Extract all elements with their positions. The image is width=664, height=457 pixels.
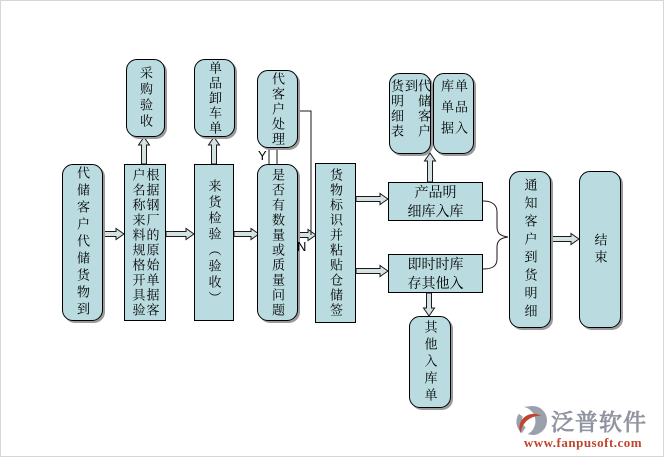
arrow-huowu-to-jishi bbox=[356, 266, 388, 277]
node-label: 代客户处理 bbox=[270, 71, 285, 147]
node-label: 是否有数量或质量问题 bbox=[270, 167, 285, 318]
no-branch-label: N bbox=[297, 239, 307, 254]
node-label-line2: 存其他入 bbox=[407, 274, 464, 291]
node-label-line2: 细库入库 bbox=[407, 202, 464, 219]
node-incoming-inspection bbox=[194, 164, 234, 321]
node-label-and-tag bbox=[315, 163, 356, 323]
daikehu-return-line bbox=[298, 111, 311, 235]
node-label-col2: 货明细表 bbox=[389, 79, 404, 139]
node-label: 代储客户代储货物到 bbox=[75, 166, 90, 319]
node-other-inbound-doc bbox=[409, 316, 451, 408]
node-label: 单品卸车单 bbox=[207, 60, 222, 136]
arrow-jishi-to-qita bbox=[424, 293, 435, 316]
node-label: 采购验收 bbox=[138, 66, 153, 130]
node-label-col2: 库单据 bbox=[439, 79, 454, 142]
arrow-tongzhi-to-jieshu bbox=[551, 234, 579, 245]
arrow-chanpin-to-docs bbox=[425, 153, 436, 182]
fanpu-url-text: www.fanpusoft.com bbox=[523, 435, 643, 450]
node-label-col1: 单品入 bbox=[453, 79, 468, 142]
node-label: 其他入库单 bbox=[422, 319, 438, 405]
node-label: 通知客户到货明细 bbox=[522, 177, 538, 322]
arrow-left-to-genju bbox=[103, 229, 124, 240]
arrow-genju-to-caigou bbox=[139, 137, 150, 164]
node-label-line1: 即时时库 bbox=[407, 255, 464, 272]
node-end bbox=[579, 171, 621, 328]
yes-branch-label: Y bbox=[258, 148, 267, 163]
node-purchase-acceptance bbox=[126, 59, 165, 137]
node-notify-customer bbox=[509, 171, 551, 328]
fanpu-brand-text: 泛普软件 bbox=[551, 409, 647, 435]
node-handle-for-customer bbox=[257, 70, 298, 148]
merge-brace bbox=[483, 201, 508, 269]
node-quantity-quality-decision bbox=[257, 164, 298, 321]
node-arrival-detail-sheet bbox=[389, 73, 431, 154]
arrow-laihuo-to-shifou bbox=[234, 229, 259, 240]
node-label-col1: 代储客户到 bbox=[403, 79, 431, 139]
node-issue-original-doc bbox=[124, 164, 166, 321]
fanpu-logo-icon bbox=[515, 404, 548, 437]
fanpu-logo bbox=[515, 404, 651, 448]
node-label-line1: 产品明 bbox=[414, 183, 457, 200]
arrow-laihuo-to-xiechedan bbox=[209, 137, 220, 164]
node-label: 来货检验（验收） bbox=[206, 178, 222, 307]
arrow-genju-to-laihuo bbox=[166, 229, 194, 240]
node-item-inbound-doc bbox=[433, 73, 474, 154]
node-stored-goods-arrive bbox=[62, 164, 103, 321]
node-realtime-stock-other-in bbox=[388, 254, 483, 293]
node-product-detail-inbound bbox=[388, 182, 483, 221]
node-unload-list bbox=[194, 59, 235, 137]
node-label: 结束 bbox=[592, 232, 608, 267]
node-label-col1: 根据钢厂的原始单据客 bbox=[144, 167, 160, 318]
arrow-huowu-to-chanpin bbox=[356, 194, 388, 205]
node-label: 货物标识并粘贴仓储签 bbox=[328, 168, 343, 318]
node-label-col2: 户名称来料规格开具验 bbox=[130, 167, 146, 318]
